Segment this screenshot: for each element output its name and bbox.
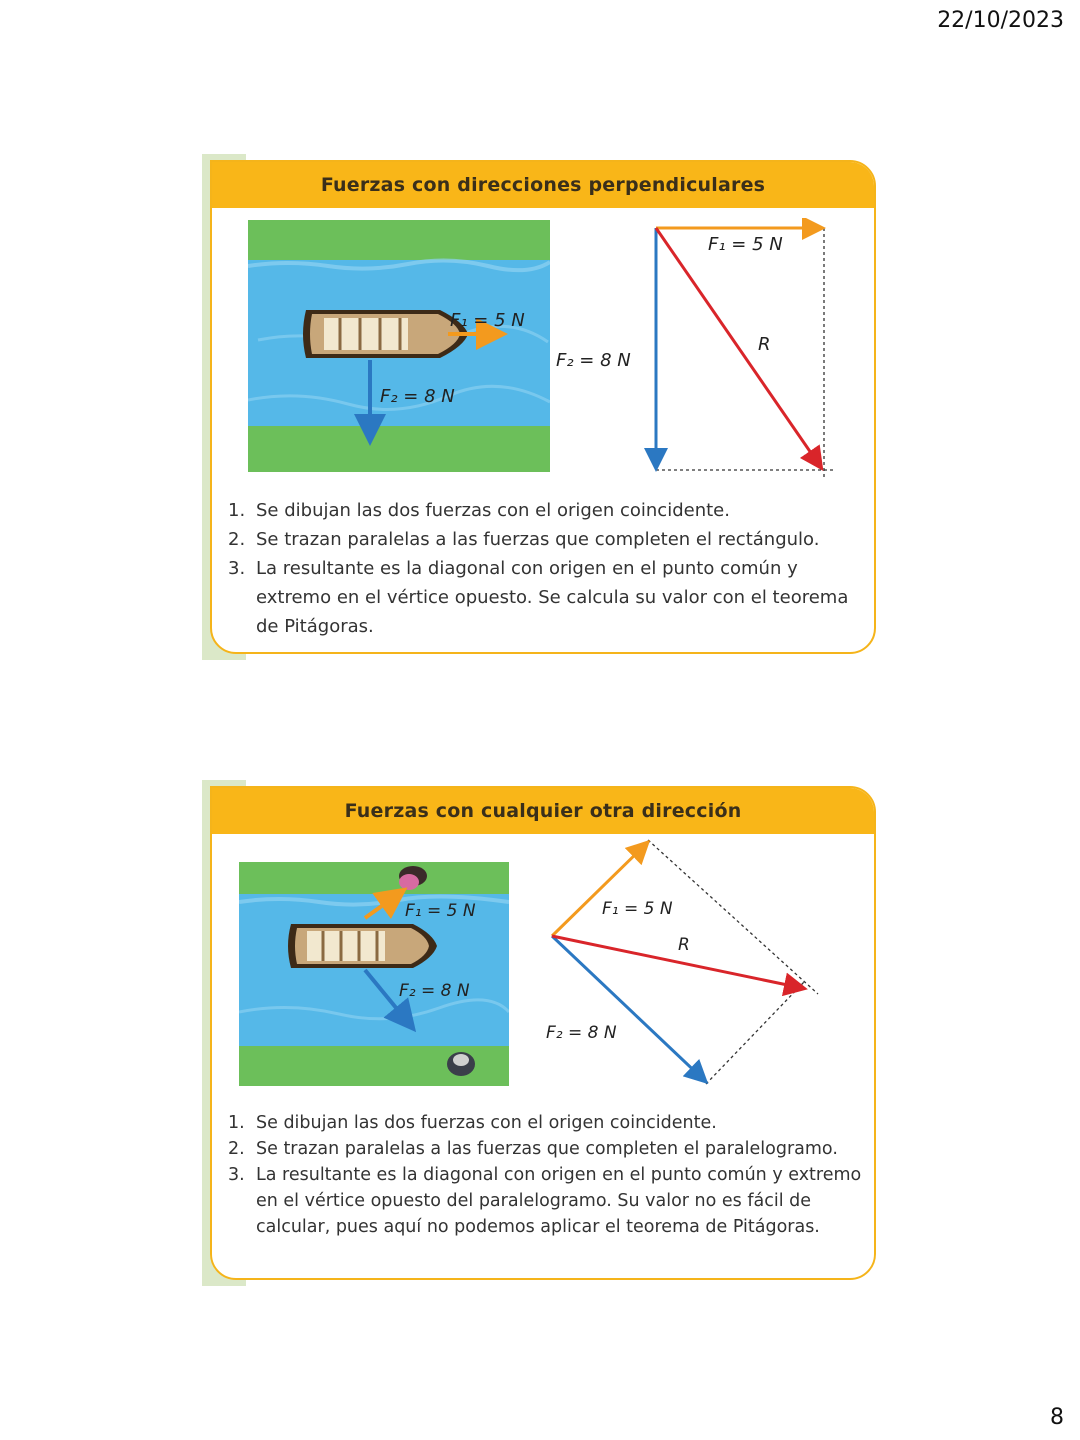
step-number: 2.	[228, 1139, 245, 1159]
boat	[303, 310, 468, 358]
step-number: 3.	[228, 1165, 245, 1185]
grass-bottom	[248, 426, 550, 472]
step-text: Se trazan paralelas a las fuerzas que completen el rectángulo.	[256, 529, 820, 550]
perpendicular-forces-panel	[202, 160, 876, 654]
f1-label: F₁ = 5 N	[405, 901, 476, 921]
step-number: 2.	[228, 529, 246, 550]
f1-label: F₁ = 5 N	[708, 234, 783, 255]
list-item	[228, 525, 864, 554]
f1-label: F₁ = 5 N	[602, 899, 673, 919]
step-text: Se dibujan las dos fuerzas con el origen coincidente.	[256, 1113, 717, 1133]
perpendicular-vector-diagram	[552, 218, 852, 488]
resultant-label: R	[758, 334, 771, 355]
page-number: 8	[1050, 1405, 1064, 1430]
grass-top	[248, 220, 550, 264]
resultant-vector	[656, 228, 820, 466]
f1-vector	[552, 844, 646, 936]
list-item	[228, 496, 864, 525]
f2-label: F₂ = 8 N	[380, 386, 455, 407]
steps-list	[228, 496, 864, 641]
any-direction-forces-panel	[202, 786, 876, 1280]
parallel-line-top	[648, 840, 818, 994]
list-item	[228, 1162, 864, 1240]
panel-box	[210, 786, 876, 1280]
resultant-vector	[552, 936, 802, 988]
step-text: Se trazan paralelas a las fuerzas que completen el paralelogramo.	[256, 1139, 838, 1159]
step-text: Se dibujan las dos fuerzas con el origen coincidente.	[256, 500, 730, 521]
f2-vector	[552, 936, 704, 1080]
boat-photo-illustration	[239, 862, 509, 1086]
parallelogram-vector-diagram	[542, 838, 842, 1092]
panel-box	[210, 160, 876, 654]
slide-date: 22/10/2023	[937, 8, 1064, 33]
person-bottom	[447, 1052, 475, 1076]
list-item	[228, 1110, 864, 1136]
parallel-line-bottom	[706, 982, 804, 1084]
panel-title: Fuerzas con direcciones perpendiculares	[320, 174, 766, 196]
boat-photo-illustration	[248, 220, 550, 472]
steps-list	[228, 1110, 864, 1240]
f2-label: F₂ = 8 N	[556, 350, 631, 371]
resultant-label: R	[678, 935, 690, 955]
panel-header	[212, 788, 874, 834]
panel-header	[212, 162, 874, 208]
step-number: 3.	[228, 558, 246, 579]
f2-label: F₂ = 8 N	[546, 1023, 617, 1043]
list-item	[228, 554, 864, 641]
boat	[288, 924, 437, 968]
f2-label: F₂ = 8 N	[399, 981, 470, 1001]
step-text: La resultante es la diagonal con origen en el punto común y extremo en el vértice opuesto del paralelogramo. Su valor no es fácil de calcular, pues aquí no podemos aplicar el teorema de Pitágoras.	[256, 1165, 862, 1237]
panel-title: Fuerzas con cualquier otra dirección	[344, 800, 742, 822]
list-item	[228, 1136, 864, 1162]
grass-top	[239, 862, 509, 898]
f1-label: F₁ = 5 N	[450, 310, 525, 331]
step-text: La resultante es la diagonal con origen en el punto común y extremo en el vértice opuesto. Se calcula su valor con el teorema de Pitágoras.	[256, 558, 849, 637]
step-number: 1.	[228, 1113, 245, 1133]
step-number: 1.	[228, 500, 246, 521]
